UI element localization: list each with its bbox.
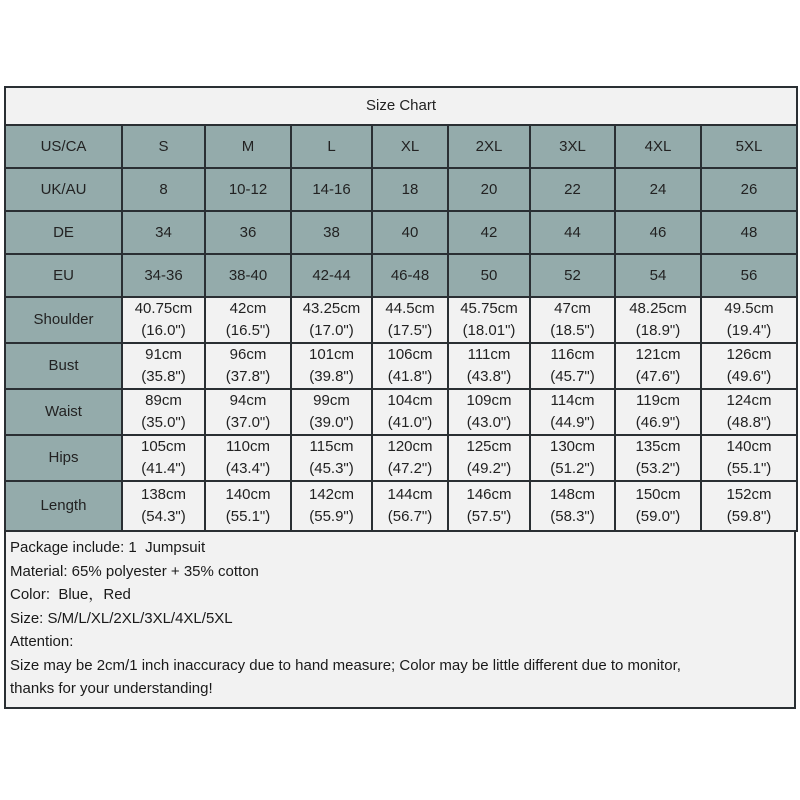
cm-value: 119cm (636, 392, 680, 409)
cm-value: 135cm (635, 438, 681, 455)
size-system-label: EU (5, 254, 122, 297)
size-cell: 14-16 (291, 168, 372, 211)
measurement-cell (372, 389, 448, 435)
cm-value: 140cm (225, 486, 271, 503)
size-cell: 18 (372, 168, 448, 211)
inch-value: (41.8") (387, 368, 433, 385)
size-cell: 8 (122, 168, 205, 211)
cm-value: 144cm (387, 486, 433, 503)
cm-value: 99cm (313, 392, 350, 409)
cm-value: 116cm (550, 346, 595, 363)
measurement-cell (291, 435, 372, 481)
cm-value: 109cm (466, 392, 512, 409)
measurement-row (5, 435, 797, 481)
inch-value: (56.7") (387, 508, 433, 525)
cm-value: 48.25cm (629, 300, 687, 317)
inch-value: (55.1") (726, 460, 772, 477)
measurement-cell (448, 297, 530, 343)
measurement-cell (701, 481, 797, 531)
size-system-label: UK/AU (5, 168, 122, 211)
inch-value: (19.4") (726, 322, 772, 339)
measurement-cell (205, 297, 291, 343)
size-chart (4, 86, 796, 709)
measurement-row (5, 481, 797, 531)
size-cell: 46 (615, 211, 701, 254)
size-cell: 36 (205, 211, 291, 254)
inch-value: (51.2") (550, 460, 595, 477)
measurement-cell (448, 343, 530, 389)
cm-value: 146cm (466, 486, 512, 503)
measurement-cell (372, 435, 448, 481)
size-system-row (5, 211, 797, 254)
size-cell: 42-44 (291, 254, 372, 297)
inch-value: (46.9") (635, 414, 681, 431)
measurement-cell (122, 297, 205, 343)
inch-value: (18.01") (462, 322, 516, 339)
measurement-cell (448, 389, 530, 435)
measurement-cell (291, 389, 372, 435)
cm-value: 91cm (145, 346, 182, 363)
size-cell: M (205, 125, 291, 168)
inch-value: (41.0") (387, 414, 433, 431)
measurement-cell (291, 481, 372, 531)
size-system-label: DE (5, 211, 122, 254)
cm-value: 44.5cm (385, 300, 435, 317)
size-cell: XL (372, 125, 448, 168)
size-cell: L (291, 125, 372, 168)
inch-value: (43.0") (466, 414, 512, 431)
size-cell: 46-48 (372, 254, 448, 297)
cm-value: 125cm (466, 438, 512, 455)
measurement-cell (701, 297, 797, 343)
measurement-cell (530, 389, 615, 435)
measurement-cell (205, 343, 291, 389)
cm-value: 49.5cm (724, 300, 774, 317)
inch-value: (55.9") (309, 508, 354, 525)
measurement-cell (205, 481, 291, 531)
size-cell: 5XL (701, 125, 797, 168)
inch-value: (16.5") (225, 322, 271, 339)
size-cell: 22 (530, 168, 615, 211)
inch-value: (17.5") (387, 322, 433, 339)
inch-value: (43.4") (225, 460, 271, 477)
product-notes (4, 532, 796, 709)
cm-value: 101cm (308, 346, 355, 363)
inch-value: (53.2") (635, 460, 681, 477)
inch-value: (47.2") (387, 460, 433, 477)
size-cell: 42 (448, 211, 530, 254)
measurement-cell (122, 343, 205, 389)
inch-value: (58.3") (550, 508, 595, 525)
size-cell: 38-40 (205, 254, 291, 297)
note-line: Color: Blue，Red (10, 586, 131, 603)
measurement-cell (615, 481, 701, 531)
cm-value: 124cm (726, 392, 772, 409)
size-cell: 56 (701, 254, 797, 297)
inch-value: (17.0") (309, 322, 354, 339)
measurement-cell (615, 435, 701, 481)
size-system-label: US/CA (5, 125, 122, 168)
measurement-label: Length (5, 481, 122, 531)
measurement-label: Waist (5, 389, 122, 435)
size-system-row (5, 168, 797, 211)
measurement-cell (291, 297, 372, 343)
inch-value: (55.1") (225, 508, 271, 525)
measurement-cell (122, 389, 205, 435)
measurement-cell (448, 481, 530, 531)
inch-value: (49.2") (466, 460, 512, 477)
cm-value: 115cm (309, 438, 354, 455)
note-line: thanks for your understanding! (10, 680, 213, 697)
measurement-cell (122, 435, 205, 481)
size-cell: 4XL (615, 125, 701, 168)
inch-value: (37.0") (225, 414, 271, 431)
inch-value: (45.7") (550, 368, 595, 385)
measurement-cell (701, 389, 797, 435)
cm-value: 105cm (140, 438, 187, 455)
cm-value: 110cm (226, 438, 270, 455)
cm-value: 42cm (229, 300, 267, 317)
inch-value: (37.8") (225, 368, 271, 385)
size-cell: 52 (530, 254, 615, 297)
size-cell: 34 (122, 211, 205, 254)
measurement-row (5, 343, 797, 389)
note-line: Size may be 2cm/1 inch inaccuracy due to hand measure; Color may be little different due to monitor, (10, 656, 681, 674)
measurement-cell (122, 481, 205, 531)
measurement-label: Shoulder (5, 297, 122, 343)
measurement-cell (205, 435, 291, 481)
measurement-cell (530, 297, 615, 343)
size-cell: 2XL (448, 125, 530, 168)
size-cell: 24 (615, 168, 701, 211)
size-cell: 40 (372, 211, 448, 254)
measurement-cell (701, 435, 797, 481)
size-chart-table (4, 86, 798, 532)
inch-value: (41.4") (141, 460, 186, 477)
cm-value: 104cm (387, 392, 433, 409)
size-cell: 48 (701, 211, 797, 254)
inch-value: (49.6") (726, 368, 772, 385)
size-cell: 44 (530, 211, 615, 254)
cm-value: 126cm (726, 346, 772, 363)
note-line: Size: S/M/L/XL/2XL/3XL/4XL/5XL (10, 609, 233, 627)
measurement-row (5, 389, 797, 435)
inch-value: (35.8") (141, 368, 186, 385)
inch-value: (35.0") (141, 414, 186, 431)
inch-value: (39.0") (309, 414, 354, 431)
size-cell: S (122, 125, 205, 168)
cm-value: 43.25cm (302, 300, 361, 317)
size-cell: 26 (701, 168, 797, 211)
cm-value: 96cm (229, 346, 267, 363)
measurement-cell (615, 297, 701, 343)
cm-value: 130cm (549, 438, 596, 455)
inch-value: (54.3") (141, 508, 186, 525)
measurement-cell (530, 481, 615, 531)
cm-value: 114cm (550, 392, 595, 409)
measurement-cell (372, 481, 448, 531)
inch-value: (45.3") (309, 460, 354, 477)
cm-value: 47cm (554, 300, 591, 317)
inch-value: (44.9") (550, 414, 595, 431)
cm-value: 142cm (308, 486, 355, 503)
measurement-cell (372, 297, 448, 343)
cm-value: 45.75cm (460, 300, 518, 317)
measurement-cell (701, 343, 797, 389)
size-system-row (5, 125, 797, 168)
size-chart-title: Size Chart (5, 87, 797, 125)
cm-value: 121cm (635, 346, 681, 363)
note-line: Material: 65% polyester + 35% cotton (10, 562, 259, 580)
measurement-label: Hips (5, 435, 122, 481)
measurement-cell (530, 435, 615, 481)
inch-value: (48.8") (726, 414, 772, 431)
size-cell: 54 (615, 254, 701, 297)
size-system-row (5, 254, 797, 297)
size-cell: 10-12 (205, 168, 291, 211)
note-line: Package include: 1 Jumpsuit (10, 539, 206, 556)
measurement-row (5, 297, 797, 343)
cm-value: 150cm (635, 486, 681, 503)
inch-value: (18.9") (635, 322, 681, 339)
measurement-cell (291, 343, 372, 389)
inch-value: (43.8") (466, 368, 512, 385)
size-cell: 50 (448, 254, 530, 297)
measurement-cell (205, 389, 291, 435)
cm-value: 152cm (726, 486, 772, 503)
measurement-label: Bust (5, 343, 122, 389)
cm-value: 111cm (467, 346, 511, 363)
size-cell: 20 (448, 168, 530, 211)
cm-value: 89cm (145, 392, 182, 409)
inch-value: (47.6") (635, 368, 681, 385)
measurement-cell (448, 435, 530, 481)
cm-value: 148cm (549, 486, 596, 503)
inch-value: (16.0") (141, 322, 186, 339)
cm-value: 40.75cm (134, 300, 193, 317)
cm-value: 94cm (229, 392, 267, 409)
inch-value: (57.5") (466, 508, 512, 525)
measurement-cell (615, 389, 701, 435)
note-line: Attention: (10, 633, 74, 650)
cm-value: 106cm (387, 346, 433, 363)
measurement-cell (530, 343, 615, 389)
inch-value: (59.0") (635, 508, 681, 525)
inch-value: (59.8") (726, 508, 772, 525)
inch-value: (18.5") (550, 322, 595, 339)
cm-value: 120cm (387, 438, 433, 455)
size-cell: 34-36 (122, 254, 205, 297)
measurement-cell (615, 343, 701, 389)
measurement-cell (372, 343, 448, 389)
inch-value: (39.8") (309, 368, 354, 385)
cm-value: 138cm (140, 486, 187, 503)
size-cell: 3XL (530, 125, 615, 168)
cm-value: 140cm (726, 438, 772, 455)
size-cell: 38 (291, 211, 372, 254)
